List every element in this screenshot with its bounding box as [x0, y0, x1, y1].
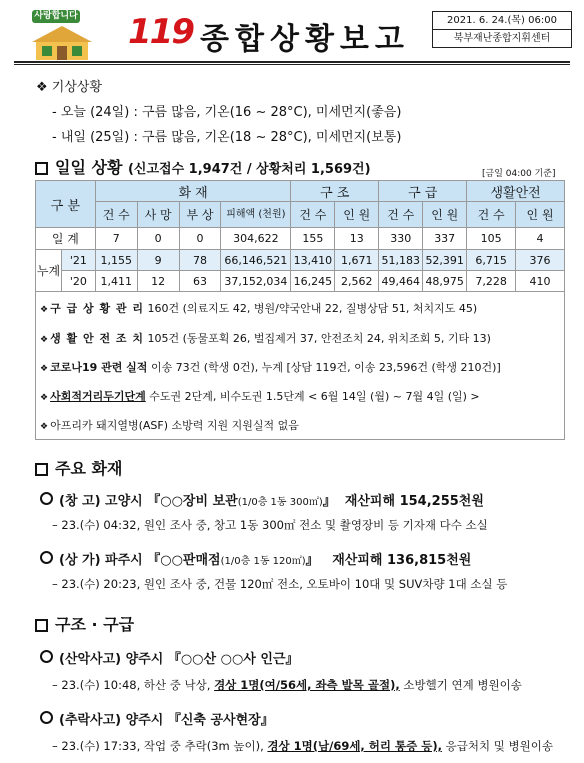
row-label: '21 — [61, 250, 95, 271]
brand-119: 119 — [128, 12, 193, 52]
table-cell: 66,146,521 — [221, 250, 291, 271]
table-cell: 78 — [179, 250, 221, 271]
table-cell: 51,183 — [379, 250, 423, 271]
report-office: 북부재난종합지휘센터 — [433, 29, 571, 47]
logo — [22, 8, 100, 60]
item-distancing: ❖ 사회적거리두기단계 수도권 2단계, 비수도권 1.5단계 < 6월 14일 (월) ~ 7월 4일 (일) > — [40, 390, 480, 403]
table-cell: 337 — [423, 228, 467, 250]
rescue-event-2-title: (추락사고) 양주시 『신축 공사현장』 — [40, 709, 274, 728]
table-cell: 9 — [137, 250, 179, 271]
table-cell: 37,152,034 — [221, 271, 291, 292]
subheader-cell: 사 망 — [137, 202, 179, 228]
fires-section-title: 주요 화재 — [35, 456, 122, 479]
header-safety: 생활안전 — [467, 181, 565, 202]
row-label: 일 계 — [36, 228, 96, 250]
bullet-circle-icon — [40, 711, 53, 724]
table-cell: 376 — [516, 250, 565, 271]
table-cell: 304,622 — [221, 228, 291, 250]
item-safety-action: ❖ 생 활 안 전 조 치 105건 (동물포획 26, 벌집제거 37, 안전조치 24, 위치조회 5, 기타 13) — [40, 332, 491, 345]
subheader-cell: 건 수 — [95, 202, 137, 228]
fire-event-1-title: (창 고) 고양시 『○○장비 보관(1/0층 1동 300㎡)』 재산피해 154,255천원 — [40, 490, 484, 509]
table-cell: 52,391 — [423, 250, 467, 271]
daily-stats-table — [35, 180, 565, 292]
row-label-cumulative: 누계 — [36, 250, 62, 292]
table-cell: 155 — [291, 228, 335, 250]
checkbox-square-icon — [35, 619, 48, 632]
diamond-icon: ❖ — [36, 80, 48, 95]
header-rule-thin — [14, 64, 570, 65]
page-title: 종합상황보고 — [200, 22, 410, 57]
rescue-event-1-desc: – 23.(수) 10:48, 하산 중 낙상, 경상 1명(여/56세, 좌측 발목 골절), 소방헬기 연계 병원이송 — [52, 678, 522, 692]
table-cell: 1,155 — [95, 250, 137, 271]
table-cell: 63 — [179, 271, 221, 292]
checkbox-square-icon — [35, 463, 48, 476]
weather-tomorrow: - 내일 (25일) : 구름 많음, 기온(18 ~ 28°C), 미세먼지(보통) — [52, 130, 402, 145]
subheader-cell: 건 수 — [291, 202, 335, 228]
diamond-icon: ❖ — [40, 364, 49, 374]
header-gubun: 구 분 — [36, 181, 96, 228]
house-icon — [28, 24, 96, 60]
bullet-circle-icon — [40, 650, 53, 663]
header-rule — [14, 61, 570, 63]
weather-heading: ❖ 기상상황 — [36, 80, 103, 95]
diamond-icon: ❖ — [40, 422, 49, 432]
table-cell: 7,228 — [467, 271, 516, 292]
fire-event-2-desc: – 23.(수) 20:23, 원인 조사 중, 건물 120㎡ 전소, 오토바이 10대 및 SUV차량 1대 소실 등 — [52, 577, 508, 591]
header-fire: 화 재 — [95, 181, 291, 202]
daily-section-title: 일일 상황 (신고접수 1,947건 / 상황처리 1,569건) — [35, 155, 371, 178]
table-cell: 7 — [95, 228, 137, 250]
rescue-section-title: 구조 · 구급 — [35, 612, 134, 635]
row-label: '20 — [61, 271, 95, 292]
header-ems: 구 급 — [379, 181, 467, 202]
table-cell: 12 — [137, 271, 179, 292]
subheader-cell: 피해액 (천원) — [221, 202, 291, 228]
report-date: 2021. 6. 24.(목) 06:00 — [447, 15, 557, 26]
table-cell: 1,411 — [95, 271, 137, 292]
item-covid: ❖ 코로나19 관련 실적 이송 73건 (학생 0건), 누계 [상담 119건, 이송 23,596건 (학생 210건)] — [40, 361, 501, 374]
fire-event-2-title: (상 가) 파주시 『○○판매점(1/0층 1동 120㎡)』 재산피해 136,815천원 — [40, 549, 471, 568]
table-cell: 49,464 — [379, 271, 423, 292]
table-cell: 6,715 — [467, 250, 516, 271]
fire-event-2-damage: 재산피해 136,815천원 — [332, 553, 472, 568]
table-cell: 0 — [179, 228, 221, 250]
daily-subtitle: (신고접수 1,947건 / 상황처리 1,569건) — [127, 162, 371, 177]
daily-note: [금일 04:00 기준] — [482, 169, 556, 179]
bullet-circle-icon — [40, 492, 53, 505]
item-ems-management: ❖ 구 급 상 황 관 리 160건 (의료지도 42, 병원/약국안내 22, 질병상담 51, 처치지도 45) — [40, 302, 478, 315]
table-row-2021 — [36, 250, 565, 271]
item-asf: ❖ 아프리카 돼지열병(ASF) 소방력 지원 지원실적 없음 — [40, 419, 299, 432]
table-cell: 4 — [516, 228, 565, 250]
fire-event-1-damage: 재산피해 154,255천원 — [344, 494, 484, 509]
diamond-icon: ❖ — [40, 335, 49, 345]
table-cell: 105 — [467, 228, 516, 250]
table-cell: 2,562 — [335, 271, 379, 292]
logo-banner: 사랑합니다 — [32, 10, 80, 23]
subheader-cell: 건 수 — [379, 202, 423, 228]
header-rescue: 구 조 — [291, 181, 379, 202]
diamond-icon: ❖ — [40, 393, 49, 403]
table-cell: 410 — [516, 271, 565, 292]
checkbox-square-icon — [35, 162, 48, 175]
table-row-day — [36, 228, 565, 250]
subheader-cell: 인 원 — [423, 202, 467, 228]
bullet-circle-icon — [40, 551, 53, 564]
diamond-icon: ❖ — [40, 305, 49, 315]
table-cell: 13 — [335, 228, 379, 250]
rescue-event-2-desc: – 23.(수) 17:33, 작업 중 추락(3m 높이), 경상 1명(남/69세, 허리 통증 등), 응급처치 및 병원이송 — [52, 739, 553, 753]
table-cell: 330 — [379, 228, 423, 250]
subheader-cell: 건 수 — [467, 202, 516, 228]
table-cell: 1,671 — [335, 250, 379, 271]
table-cell: 0 — [137, 228, 179, 250]
table-cell: 13,410 — [291, 250, 335, 271]
table-cell: 16,245 — [291, 271, 335, 292]
subheader-cell: 인 원 — [516, 202, 565, 228]
weather-today: - 오늘 (24일) : 구름 많음, 기온(16 ~ 28°C), 미세먼지(좋음) — [52, 105, 402, 120]
table-cell: 48,975 — [423, 271, 467, 292]
subheader-cell: 인 원 — [335, 202, 379, 228]
rescue-event-1-title: (산악사고) 양주시 『○○산 ○○사 인근』 — [40, 648, 299, 667]
fire-event-1-desc: – 23.(수) 04:32, 원인 조사 중, 창고 1동 300㎡ 전소 및 촬영장비 등 기자재 다수 소실 — [52, 518, 488, 532]
subheader-cell: 부 상 — [179, 202, 221, 228]
date-box — [432, 11, 572, 48]
